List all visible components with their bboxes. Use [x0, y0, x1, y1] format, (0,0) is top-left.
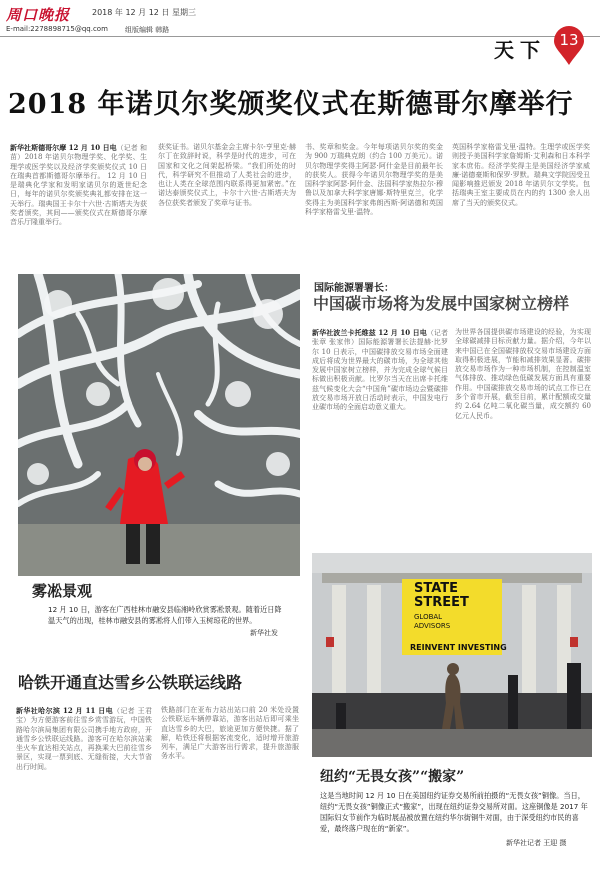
page-number: 13	[559, 31, 579, 49]
railway-body-2: 铁路部门在亚布力站出站口前 20 米处设置公铁联运车辆停靠站，游客出站后即可乘坐直达雪乡的大巴，旅途更加方便快捷。据了解，哈铁还将根据客流变化，适时增开旅游列车，满足广大游客出行需求，提升旅游服务水平。	[161, 706, 299, 761]
carbon-headline: 中国碳市场将为发展中国家树立榜样	[313, 294, 570, 313]
banner-global: GLOBAL	[414, 613, 443, 621]
nobel-col-4	[452, 143, 590, 255]
carbon-col-2	[455, 328, 591, 538]
rime-caption: 12 月 10 日，游客在广西桂林市融安县临湘岭欣赏雾凇景观。随着近日降温天气的出现，桂林市融安县的雾凇将人们带入玉树琼花的世界。	[48, 605, 282, 625]
rime-title: 雾凇景观	[32, 582, 93, 600]
carbon-body-2: 为世界各国提供碳市场建设的经验，为实现全球碳减排目标贡献力量。据介绍，今年以来中国已在全国碳排放权交易市场建设方面取得积极进展，节能和减排效果显著。碳排放交易市场作为一种市场机制，在控制温室气体排放、推动绿色低碳发展方面具有重要作用。中国碳排放交易市场的试点工作已在多个省市开展，截至目前，累计配额成交量约 2.64 亿吨二氧化碳当量，成交额约 60 亿元人民币。	[455, 328, 591, 420]
nobel-body-2: 获奖证书。诺贝尔基金会主席卡尔-亨里克·赫尔丁在致辞时说，科学是时代的进步，可在国家和文化之间架起桥梁。“我们所处的时代，科学研究不但推动了人类社会的进步，也让人类在全球范围内联系得更加紧密。”在诺达泰颁奖仪式上，卡尔十六世·古斯塔夫为各位获奖者颁发了奖章与证书。	[158, 143, 296, 207]
nobel-col-1	[10, 143, 147, 255]
rime-photo	[18, 274, 300, 576]
railway-col-2	[161, 706, 299, 856]
nobel-dateline: 新华社斯德哥尔摩 12 月 10 日电	[10, 143, 117, 152]
newspaper-logo: 周口晚报	[6, 6, 71, 24]
banner-reinvent: REINVENT INVESTING	[410, 643, 507, 652]
nobel-col-2	[158, 143, 296, 255]
nobel-headline: 2018 年诺贝尔奖颁奖仪式在斯德哥尔摩举行	[8, 89, 574, 120]
rime-credit: 新华社发	[250, 629, 278, 637]
carbon-body-1: （记者 张章 张家伟）国际能源署署长法提赫·比罗尔 10 日表示，中国碳排放交易市场全面建成后将成为世界最大的碳市场，为全球其他发展中国家树立榜样，并为完成全球气候目标做出积极贡献。比罗尔当天在出席卡托维兹气候变化大会“中国角”碳市场边会暨碳排放交易市场开放日活动时表示，中国发电行业碳市场的全面启动意义重大。	[312, 329, 448, 412]
rime-scene-icon	[18, 274, 300, 576]
layout-editor: 组版编辑 韩路	[125, 26, 170, 34]
fearless-credit: 新华社记者 王迎 摄	[506, 839, 567, 847]
fearless-girl-photo	[312, 553, 592, 757]
contact-email: E-mail:2278898715@qq.com	[6, 25, 108, 33]
carbon-col-1	[312, 328, 448, 538]
fearless-title: 纽约“无畏女孩”“搬家”	[320, 769, 465, 785]
railway-col-1	[16, 706, 152, 856]
issue-date: 2018 年 12 月 12 日 星期三	[92, 8, 196, 17]
banner-state: STATE	[414, 581, 459, 596]
banner-advisors: ADVISORS	[414, 622, 451, 630]
nobel-body-1: （记者 和苗）2018 年诺贝尔物理学奖、化学奖、生理学或医学奖以及经济学奖颁奖仪式 10 日在瑞典首都斯德哥尔摩举行。 12 月 10 日是瑞典化学家和发明家诺贝尔的逝世纪念日，每年的诺贝尔奖颁奖典礼都安排在这一天举行。瑞典国王卡尔十六世·古斯塔夫为获奖者颁奖，其间——颁奖仪式在斯德哥尔摩音乐厅隆重举行。	[10, 144, 147, 227]
carbon-kicker: 国际能源署署长：	[314, 283, 394, 294]
railway-dateline: 新华社哈尔滨 12 月 11 日电	[16, 706, 113, 715]
railway-body-1: （记者 王君宝）为方便游客前往雪乡赏雪游玩，中国铁路哈尔滨局集团有限公司携手地方政府，开通雪乡公铁联运线路。游客可在哈尔滨站乘坐火车直达相关站点，再换乘大巴前往雪乡景区，实现一票到底、无缝衔接，大大节省出行时间。	[16, 707, 152, 771]
railway-headline: 哈铁开通直达雪乡公铁联运线路	[18, 673, 243, 692]
carbon-dateline: 新华社波兰卡托维兹 12 月 10 日电	[312, 328, 427, 337]
nobel-body-4: 英国科学家格雷戈里·温特。生理学或医学奖则授予美国科学家詹姆斯·艾利森和日本科学家本庶佑。经济学奖得主是美国经济学家威廉·诺德豪斯和保罗·罗默。瑞典文学院因受丑闻影响推迟颁发 2018 年诺贝尔文学奖。包括瑞典王室主要成员在内的约 1300 余人出席了当天的颁奖仪式。	[452, 143, 590, 207]
banner-street: STREET	[414, 595, 469, 610]
section-title: 天下	[494, 38, 546, 62]
nobel-col-3	[305, 143, 443, 255]
page-number-badge	[552, 26, 586, 66]
fearless-caption: 这是当地时间 12 月 10 日在美国纽约证券交易所前拍摄的“无畏女孩”铜像。当日，纽约“无畏女孩”铜像正式“搬家”，出现在纽约证券交易所对面。这座铜像是 2017 年国际妇女节前作为临时展品被放置在纽约华尔街铜牛对面，由于深受纽约市民的喜爱，最终落户现在的“新家”。	[320, 791, 588, 833]
nobel-body-3: 书、奖章和奖金。今年每项诺贝尔奖的奖金为 900 万瑞典克朗（约合 100 万美元）。诺贝尔物理学奖得主阿瑟·阿什金是目前最年长的获奖人。获得今年诺贝尔物理学奖的是美国科学家阿瑟·阿什金、法国科学家热拉尔·穆鲁以及加拿大科学家唐娜·斯特里克兰，化学奖得主为美国科学家弗朗西斯·阿诺德和英国科学家格雷戈里·温特。	[305, 143, 443, 217]
